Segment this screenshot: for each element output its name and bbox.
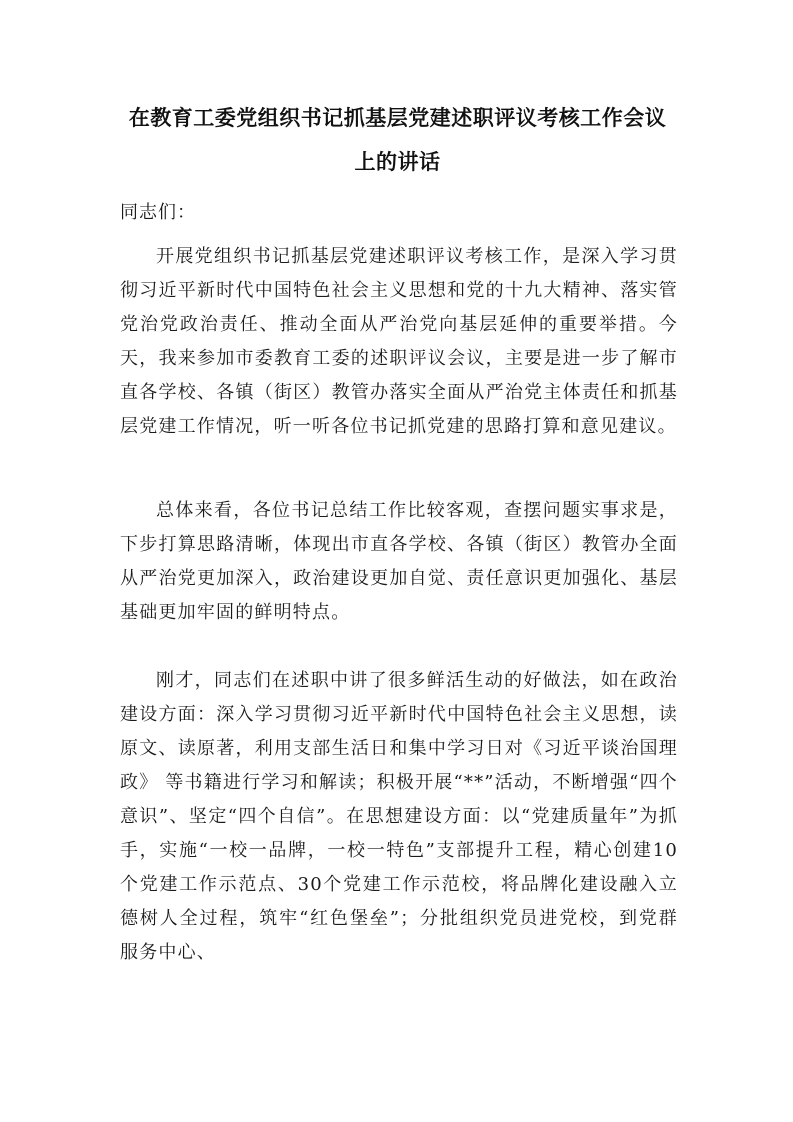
salutation: 同志们：	[120, 202, 196, 223]
paragraph-3: 刚才，同志们在述职中讲了很多鲜活生动的好做法，如在政治建设方面：深入学习贯彻习近平新时代中国特色社会主义思想，读原文、读原著，利用支部生活日和集中学习日对《习近平谈治国理政》 等书籍进行学习和解读；积极开展“**”活动，不断增强“四个意识”、坚定“四个自信”。在思想建设方面：以“党建质量年”为抓手，实施“一校一品牌，一校一特色”支部提升工程，精心创建10个党建工作示范点、30个党建工作示范校，将品牌化建设融入立德树人全过程，筑牢“红色堡垒”；分批组织党员进党校，到党群服务中心、	[120, 670, 678, 963]
paragraph-2: 总体来看，各位书记总结工作比较客观，查摆问题实事求是，下步打算思路清晰，体现出市直各学校、各镇（街区）教管办全面从严治党更加深入，政治建设更加自觉、责任意识更加强化、基层基础更加牢固的鲜明特点。	[120, 500, 678, 623]
paragraph-1: 开展党组织书记抓基层党建述职评议考核工作，是深入学习贯彻习近平新时代中国特色社会主义思想和党的十九大精神、落实管党治党政治责任、推动全面从严治党向基层延伸的重要举措。今天，我来参加市委教育工委的述职评议会议，主要是进一步了解市直各学校、各镇（街区）教管办落实全面从严治党主体责任和抓基层党建工作情况，听一听各位书记抓党建的思路打算和意见建议。	[120, 246, 678, 437]
document-title-line-1: 在教育工委党组织书记抓基层党建述职评议考核工作会议	[128, 106, 667, 130]
document-title-line-2: 上的讲话	[354, 150, 441, 174]
